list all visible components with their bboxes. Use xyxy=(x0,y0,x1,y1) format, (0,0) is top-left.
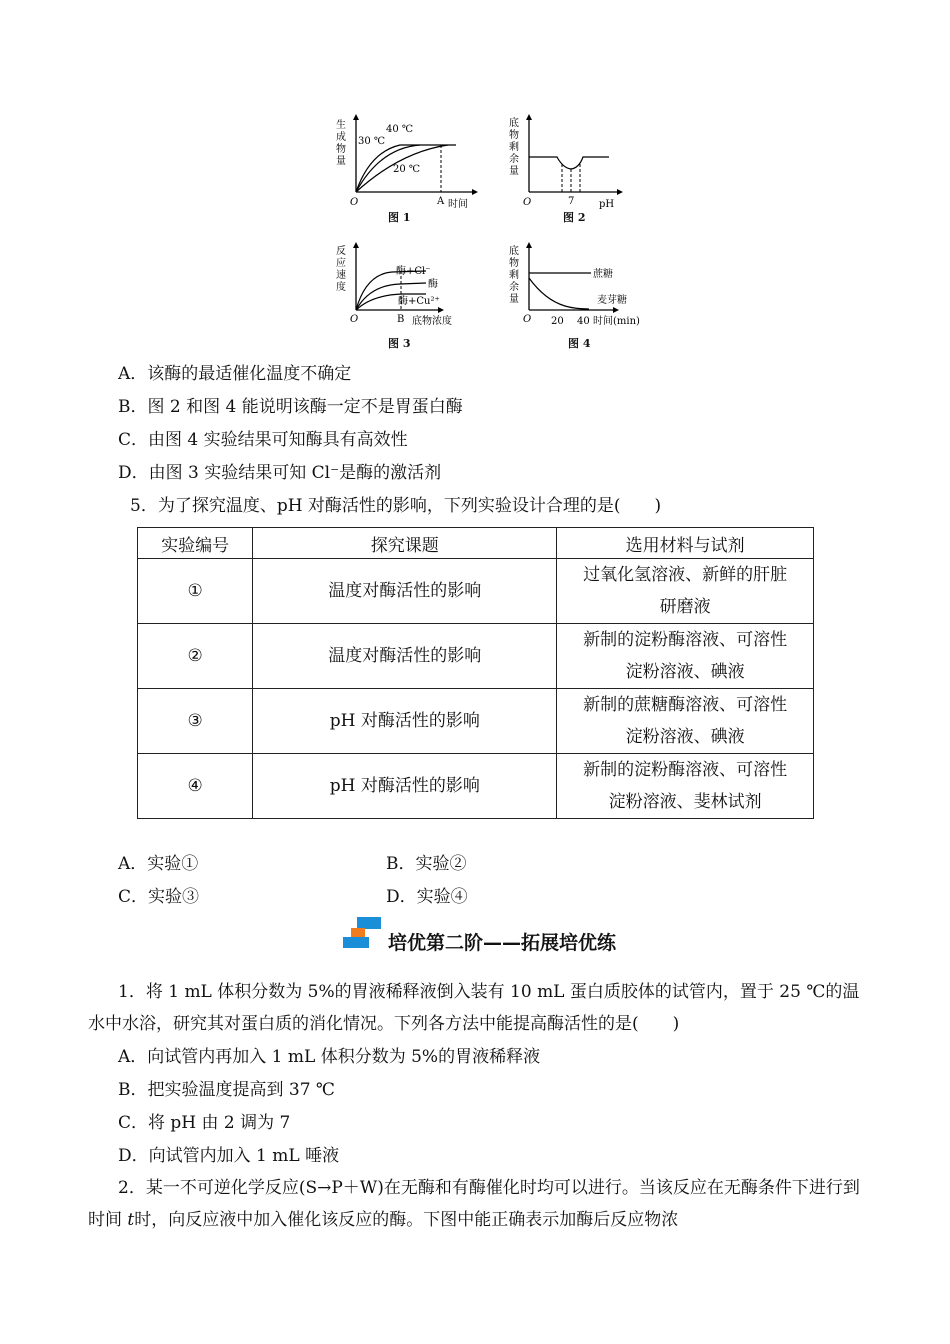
materials-line-2: 淀粉溶液、碘液 xyxy=(625,662,745,682)
fig1-curve-30: 30 ℃ xyxy=(358,136,386,147)
fig2-origin: O xyxy=(523,197,532,208)
fig1-origin: O xyxy=(350,197,359,208)
row-id: ① xyxy=(138,559,253,624)
row-materials xyxy=(557,559,814,624)
fig3-origin: O xyxy=(350,314,359,325)
fig3-curve-enzyme: 酶 xyxy=(428,279,438,290)
fig2-xlabel: pH xyxy=(599,199,615,210)
materials-line-1: 新制的淀粉酶溶液、可溶性 xyxy=(583,760,788,780)
row-topic: pH 对酶活性的影响 xyxy=(253,689,557,754)
figure-2 xyxy=(505,112,625,227)
materials-line-1: 新制的淀粉酶溶液、可溶性 xyxy=(583,630,788,650)
q1-stem: 1．将 1 mL 体积分数为 5%的胃液稀释液倒入装有 10 mL 蛋白质胶体的试管内，置于 25 ℃的温水中水浴，研究其对蛋白质的消化情况。下列各方法中能提高酶活性的是( ) xyxy=(88,982,860,1034)
materials-line-1: 新制的蔗糖酶溶液、可溶性 xyxy=(583,695,788,715)
fig4-origin: O xyxy=(523,314,532,325)
section-logo-icon xyxy=(343,917,383,949)
fig4-x-tick-20: 20 xyxy=(551,316,564,327)
fig3-x-tick: B xyxy=(397,314,405,325)
row-id: ④ xyxy=(138,754,253,819)
fig4-ylabel-1: 底 xyxy=(509,246,519,257)
row-materials xyxy=(557,689,814,754)
figure-1 xyxy=(330,112,480,227)
fig1-ylabel-2: 成 xyxy=(336,132,346,143)
q2-stem-part2: 时，向反应液中加入催化该反应的酶。下图中能正确表示加酶后反应物浓 xyxy=(134,1210,679,1230)
q4-option-c[interactable]: C．由图 4 实验结果可知酶具有高效性 xyxy=(118,430,408,450)
fig1-curve-40: 40 ℃ xyxy=(386,124,414,135)
q5-table xyxy=(137,527,814,819)
row-materials xyxy=(557,754,814,819)
table-row xyxy=(138,624,814,689)
fig2-ylabel-5: 量 xyxy=(509,166,519,177)
fig3-curve-cl: 酶+Cl⁻ xyxy=(396,266,431,277)
materials-line-2: 研磨液 xyxy=(659,597,711,617)
section-title: 培优第二阶——拓展培优练 xyxy=(388,932,617,954)
fig3-ylabel-3: 速 xyxy=(336,270,346,281)
q4-option-a[interactable]: A．该酶的最适催化温度不确定 xyxy=(118,364,352,384)
fig3-ylabel-4: 度 xyxy=(336,282,346,293)
fig4-curve-sucrose: 蔗糖 xyxy=(593,269,613,280)
table-header: 选用材料与试剂 xyxy=(557,528,814,559)
q1-option-a[interactable]: A．向试管内再加入 1 mL 体积分数为 5%的胃液稀释液 xyxy=(118,1047,541,1067)
fig4-ylabel-4: 余 xyxy=(509,282,519,293)
table-header: 实验编号 xyxy=(138,528,253,559)
row-topic: pH 对酶活性的影响 xyxy=(253,754,557,819)
fig4-caption: 图 4 xyxy=(568,337,591,350)
fig3-caption: 图 3 xyxy=(388,337,411,350)
fig3-ylabel-2: 应 xyxy=(336,258,346,269)
q5-option-a[interactable]: A．实验① xyxy=(118,854,199,874)
fig1-x-tick: A xyxy=(437,196,445,207)
fig1-xlabel: 时间 xyxy=(448,199,468,210)
fig4-xlabel: 时间(min) xyxy=(593,316,640,327)
fig4-x-tick-40: 40 xyxy=(577,316,590,327)
q4-option-d[interactable]: D．由图 3 实验结果可知 Cl⁻是酶的激活剂 xyxy=(118,463,442,483)
fig2-caption: 图 2 xyxy=(563,211,586,224)
fig1-ylabel-4: 量 xyxy=(336,156,346,167)
row-materials xyxy=(557,624,814,689)
materials-line-2: 淀粉溶液、斐林试剂 xyxy=(608,792,762,812)
fig4-ylabel-2: 物 xyxy=(509,258,519,269)
fig3-xlabel: 底物浓度 xyxy=(412,316,452,327)
table-row xyxy=(138,689,814,754)
fig2-ylabel-2: 物 xyxy=(509,130,519,141)
row-id: ② xyxy=(138,624,253,689)
q2-stem xyxy=(88,1172,868,1236)
q5-option-d[interactable]: D．实验④ xyxy=(386,887,468,907)
fig2-ylabel-1: 底 xyxy=(509,118,519,129)
q4-option-b[interactable]: B．图 2 和图 4 能说明该酶一定不是胃蛋白酶 xyxy=(118,397,463,417)
figure-3-plot xyxy=(330,240,480,330)
table-header: 探究课题 xyxy=(253,528,557,559)
fig1-ylabel-1: 生 xyxy=(336,120,346,131)
q1-option-c[interactable]: C．将 pH 由 2 调为 7 xyxy=(118,1113,291,1133)
materials-line-1: 过氧化氢溶液、新鲜的肝脏 xyxy=(583,565,788,585)
q5-stem: 5．为了探究温度、pH 对酶活性的影响，下列实验设计合理的是( ) xyxy=(130,496,662,516)
figure-4 xyxy=(505,240,675,355)
table-row xyxy=(138,754,814,819)
fig2-x-tick: 7 xyxy=(568,196,575,207)
fig1-caption: 图 1 xyxy=(388,211,411,224)
q5-option-b[interactable]: B．实验② xyxy=(386,854,467,874)
q2-stem-part1: 2．某一不可逆化学反应(S→P＋W)在无酶和有酶催化时均可以进行。当该反应在无酶条件下进行到时间 xyxy=(88,1178,860,1230)
q2-stem-var: t xyxy=(127,1210,135,1230)
fig3-ylabel-1: 反 xyxy=(336,246,346,257)
fig2-ylabel-4: 余 xyxy=(509,154,519,165)
materials-line-2: 淀粉溶液、碘液 xyxy=(625,727,745,747)
fig1-curve-20: 20 ℃ xyxy=(393,164,421,175)
table-header-row xyxy=(138,528,814,559)
row-topic: 温度对酶活性的影响 xyxy=(253,624,557,689)
fig3-curve-cu: 酶+Cu²⁺ xyxy=(398,296,440,307)
fig1-ylabel-3: 物 xyxy=(336,144,346,155)
figure-3 xyxy=(330,240,480,355)
fig4-curve-maltose: 麦芽糖 xyxy=(597,295,627,306)
fig4-ylabel-5: 量 xyxy=(509,294,519,305)
q5-option-c[interactable]: C．实验③ xyxy=(118,887,200,907)
q1-option-d[interactable]: D．向试管内加入 1 mL 唾液 xyxy=(118,1146,340,1166)
table-row xyxy=(138,559,814,624)
row-topic: 温度对酶活性的影响 xyxy=(253,559,557,624)
row-id: ③ xyxy=(138,689,253,754)
fig2-ylabel-3: 剩 xyxy=(509,142,519,153)
figure-4-plot xyxy=(505,240,675,330)
q1-option-b[interactable]: B．把实验温度提高到 37 ℃ xyxy=(118,1080,335,1100)
fig4-ylabel-3: 剩 xyxy=(509,270,519,281)
